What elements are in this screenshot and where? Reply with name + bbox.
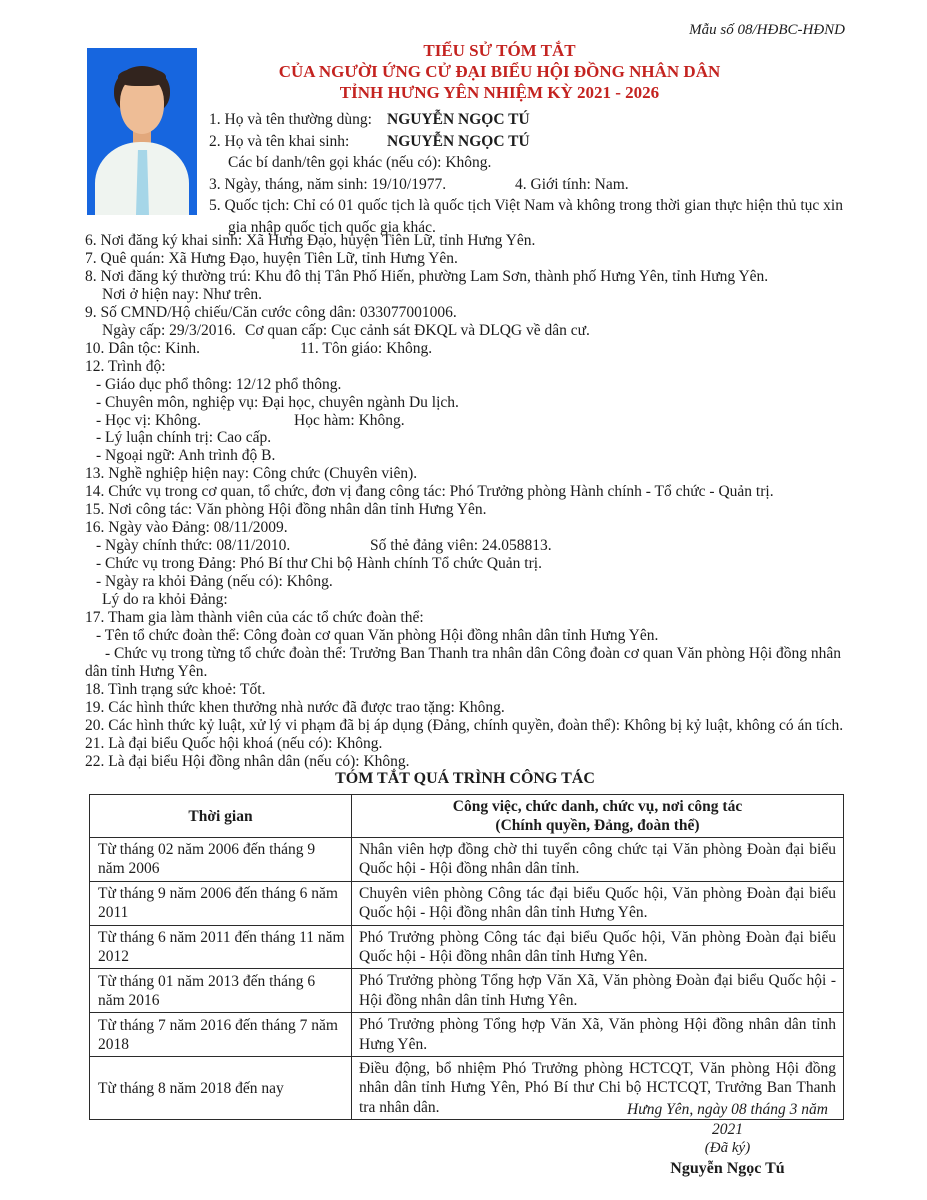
- title-line-1: TIỂU SỬ TÓM TẮT: [423, 41, 576, 60]
- field-health: 18. Tình trạng sức khoẻ: Tốt.: [85, 680, 266, 698]
- field-residence: 8. Nơi đăng ký thường trú: Khu đô thị Tân Phố Hiến, phường Lam Sơn, thành phố Hưng Yên, tỉnh Hưng Yên.: [85, 267, 769, 285]
- field-birthdate: 3. Ngày, tháng, năm sinh: 19/10/1977.: [209, 175, 447, 193]
- field-degree: - Học vị: Không.: [96, 411, 202, 429]
- field-common-name: [209, 109, 845, 131]
- field-education-header: 12. Trình độ:: [85, 357, 166, 375]
- detail-fields: [85, 232, 845, 771]
- table-row: [90, 881, 844, 925]
- row-work: Điều động, bổ nhiệm Phó Trưởng phòng HCTCQT, Văn phòng Hội đồng nhân dân tỉnh Hưng Yên, Phó Bí thư Chi bộ HCTCQT, Trưởng Ban Thanh tra nhân dân.: [352, 1057, 844, 1120]
- signature-place-date: Hưng Yên, ngày 08 tháng 3 năm 2021: [627, 1101, 828, 1138]
- col-header-work-line2: (Chính quyền, Đảng, đoàn thể): [495, 817, 700, 834]
- field-position: 14. Chức vụ trong cơ quan, tổ chức, đơn vị đang công tác: Phó Trưởng phòng Hành chính - Tổ chức - Quản trị.: [85, 483, 774, 501]
- row-work: Nhân viên hợp đồng chờ thi tuyển công chức tại Văn phòng Đoàn đại biểu Quốc hội - Hội đồng nhân dân tỉnh.: [352, 838, 844, 882]
- field-occupation: 13. Nghề nghiệp hiện nay: Công chức (Chuyên viên).: [85, 465, 418, 483]
- row-time: Từ tháng 02 năm 2006 đến tháng 9 năm 2006: [90, 838, 352, 882]
- field-ethnicity-religion: [85, 340, 845, 358]
- field-party-official-date: - Ngày chính thức: 08/11/2010.: [96, 537, 291, 555]
- field-ethnicity: 10. Dân tộc: Kinh.: [85, 339, 200, 357]
- field-awards: 19. Các hình thức khen thưởng nhà nước đã được trao tặng: Không.: [85, 698, 505, 716]
- field-common-name-value: NGUYỄN NGỌC TÚ: [387, 111, 530, 128]
- field-degree-title: [85, 412, 845, 430]
- table-row: [90, 969, 844, 1013]
- field-common-name-label: 1. Họ và tên thường dùng:: [209, 111, 372, 128]
- field-workplace: 15. Nơi công tác: Văn phòng Hội đồng nhân dân tỉnh Hưng Yên.: [85, 501, 487, 519]
- row-work: Phó Trưởng phòng Công tác đại biểu Quốc hội, Văn phòng Đoàn đại biểu Quốc hội - Hội đồng nhân dân tỉnh Hưng Yên.: [352, 925, 844, 969]
- title-line-3: TỈNH HƯNG YÊN NHIỆM KỲ 2021 - 2026: [339, 83, 660, 102]
- field-religion: 11. Tôn giáo: Không.: [300, 339, 433, 357]
- field-party-position: - Chức vụ trong Đảng: Phó Bí thư Chi bộ Hành chính Tổ chức Quản trị.: [96, 555, 542, 573]
- field-party-join-date: 16. Ngày vào Đảng: 08/11/2009.: [85, 519, 288, 537]
- field-nationality: 5. Quốc tịch: Chỉ có 01 quốc tịch là quốc tịch Việt Nam và không trong thời gian thực hiện thủ tục xin gia nhập quốc tịch quốc gia khác.: [209, 197, 843, 236]
- row-time: Từ tháng 7 năm 2016 đến tháng 7 năm 2018: [90, 1013, 352, 1057]
- field-organization-position: - Chức vụ trong từng tổ chức đoàn thể: Trưởng Ban Thanh tra nhân dân Công đoàn cơ quan Văn phòng Hội đồng nhân dân tỉnh Hưng Yên.: [85, 644, 842, 680]
- table-row: [90, 925, 844, 969]
- signature-block: [610, 1100, 845, 1178]
- table-row: [90, 838, 844, 882]
- field-political-theory: - Lý luận chính trị: Cao cấp.: [96, 429, 272, 447]
- personal-info-beside-photo: [209, 109, 845, 238]
- field-id-number: 9. Số CMND/Hộ chiếu/Căn cước công dân: 033077001006.: [85, 303, 457, 321]
- row-work: Phó Trưởng phòng Tổng hợp Văn Xã, Văn phòng Hội đồng nhân dân tỉnh Hưng Yên.: [352, 1013, 844, 1057]
- field-organization-name: - Tên tổ chức đoàn thể: Công đoàn cơ quan Văn phòng Hội đồng nhân dân tỉnh Hưng Yên.: [96, 626, 659, 644]
- table-row: [90, 1013, 844, 1057]
- form-number: Mẫu số 08/HĐBC-HĐND: [689, 22, 845, 38]
- field-discipline: 20. Các hình thức kỷ luật, xử lý vi phạm đã bị áp dụng (Đảng, chính quyền, đoàn thể): Không bị kỷ luật, không có án tích.: [85, 716, 844, 734]
- field-party-official: [85, 537, 845, 555]
- field-academic-title: Học hàm: Không.: [294, 411, 405, 429]
- portrait-tie: [136, 150, 149, 215]
- field-aliases: Các bí danh/tên gọi khác (nếu có): Không.: [228, 154, 492, 171]
- work-history-title: TÓM TẮT QUÁ TRÌNH CÔNG TÁC: [335, 770, 595, 787]
- field-id-issue-date: Ngày cấp: 29/3/2016.: [102, 321, 236, 339]
- field-birth-registration: 6. Nơi đăng ký khai sinh: Xã Hưng Đạo, huyện Tiên Lữ, tỉnh Hưng Yên.: [85, 232, 536, 249]
- field-foreign-language: - Ngoại ngữ: Anh trình độ B.: [96, 447, 276, 465]
- field-organizations-header: 17. Tham gia làm thành viên của các tổ chức đoàn thể:: [85, 609, 424, 627]
- field-birth-name-value: NGUYỄN NGỌC TÚ: [387, 132, 530, 150]
- field-national-assembly: 21. Là đại biểu Quốc hội khoá (nếu có): Không.: [85, 734, 383, 752]
- row-work: Phó Trưởng phòng Tổng hợp Văn Xã, Văn phòng Đoàn đại biểu Quốc hội - Hội đồng nhân dân tỉnh Hưng Yên.: [352, 969, 844, 1013]
- row-time: Từ tháng 9 năm 2006 đến tháng 6 năm 2011: [90, 881, 352, 925]
- signature-signed-note: (Đã ký): [704, 1140, 751, 1156]
- portrait-hair-fringe: [118, 68, 166, 86]
- field-party-card-number: Số thẻ đảng viên: 24.058813.: [370, 537, 552, 555]
- col-header-time: Thời gian: [90, 795, 352, 838]
- field-party-leave-reason: Lý do ra khỏi Đảng:: [102, 591, 228, 609]
- field-education-general: - Giáo dục phổ thông: 12/12 phổ thông.: [96, 375, 342, 393]
- signature-signer-name: Nguyễn Ngọc Tú: [670, 1159, 785, 1177]
- col-header-work: [352, 795, 844, 838]
- work-history-header-row: [90, 795, 844, 838]
- field-id-issue: [85, 322, 845, 340]
- field-party-leave-date: - Ngày ra khỏi Đảng (nếu có): Không.: [96, 573, 333, 591]
- field-gender: 4. Giới tính: Nam.: [515, 175, 629, 193]
- work-history-table: [89, 794, 844, 1120]
- candidate-portrait-photo: [87, 48, 197, 215]
- row-time: Từ tháng 6 năm 2011 đến tháng 11 năm 2012: [90, 925, 352, 969]
- field-peoples-council: 22. Là đại biểu Hội đồng nhân dân (nếu có): Không.: [85, 752, 410, 770]
- row-time: Từ tháng 01 năm 2013 đến tháng 6 năm 2016: [90, 969, 352, 1013]
- field-birth-name: [209, 131, 845, 153]
- document-title: [193, 40, 806, 103]
- field-birth-name-label: 2. Họ và tên khai sinh:: [209, 132, 350, 150]
- field-hometown: 7. Quê quán: Xã Hưng Đạo, huyện Tiên Lữ, tỉnh Hưng Yên.: [85, 249, 458, 267]
- row-work: Chuyên viên phòng Công tác đại biểu Quốc hội, Văn phòng Đoàn đại biểu Quốc hội - Hội đồng nhân dân tỉnh Hưng Yên.: [352, 881, 844, 925]
- title-line-2: CỦA NGƯỜI ỨNG CỬ ĐẠI BIỂU HỘI ĐỒNG NHÂN DÂN: [278, 62, 721, 81]
- col-header-work-line1: Công việc, chức danh, chức vụ, nơi công tác: [452, 798, 743, 815]
- field-education-professional: - Chuyên môn, nghiệp vụ: Đại học, chuyên ngành Du lịch.: [96, 393, 459, 411]
- field-id-issuer: Cơ quan cấp: Cục cảnh sát ĐKQL và DLQG về dân cư.: [245, 321, 590, 339]
- field-current-residence: Nơi ở hiện nay: Như trên.: [102, 285, 262, 303]
- field-birthdate-gender: [209, 174, 845, 196]
- row-time: Từ tháng 8 năm 2018 đến nay: [90, 1057, 352, 1120]
